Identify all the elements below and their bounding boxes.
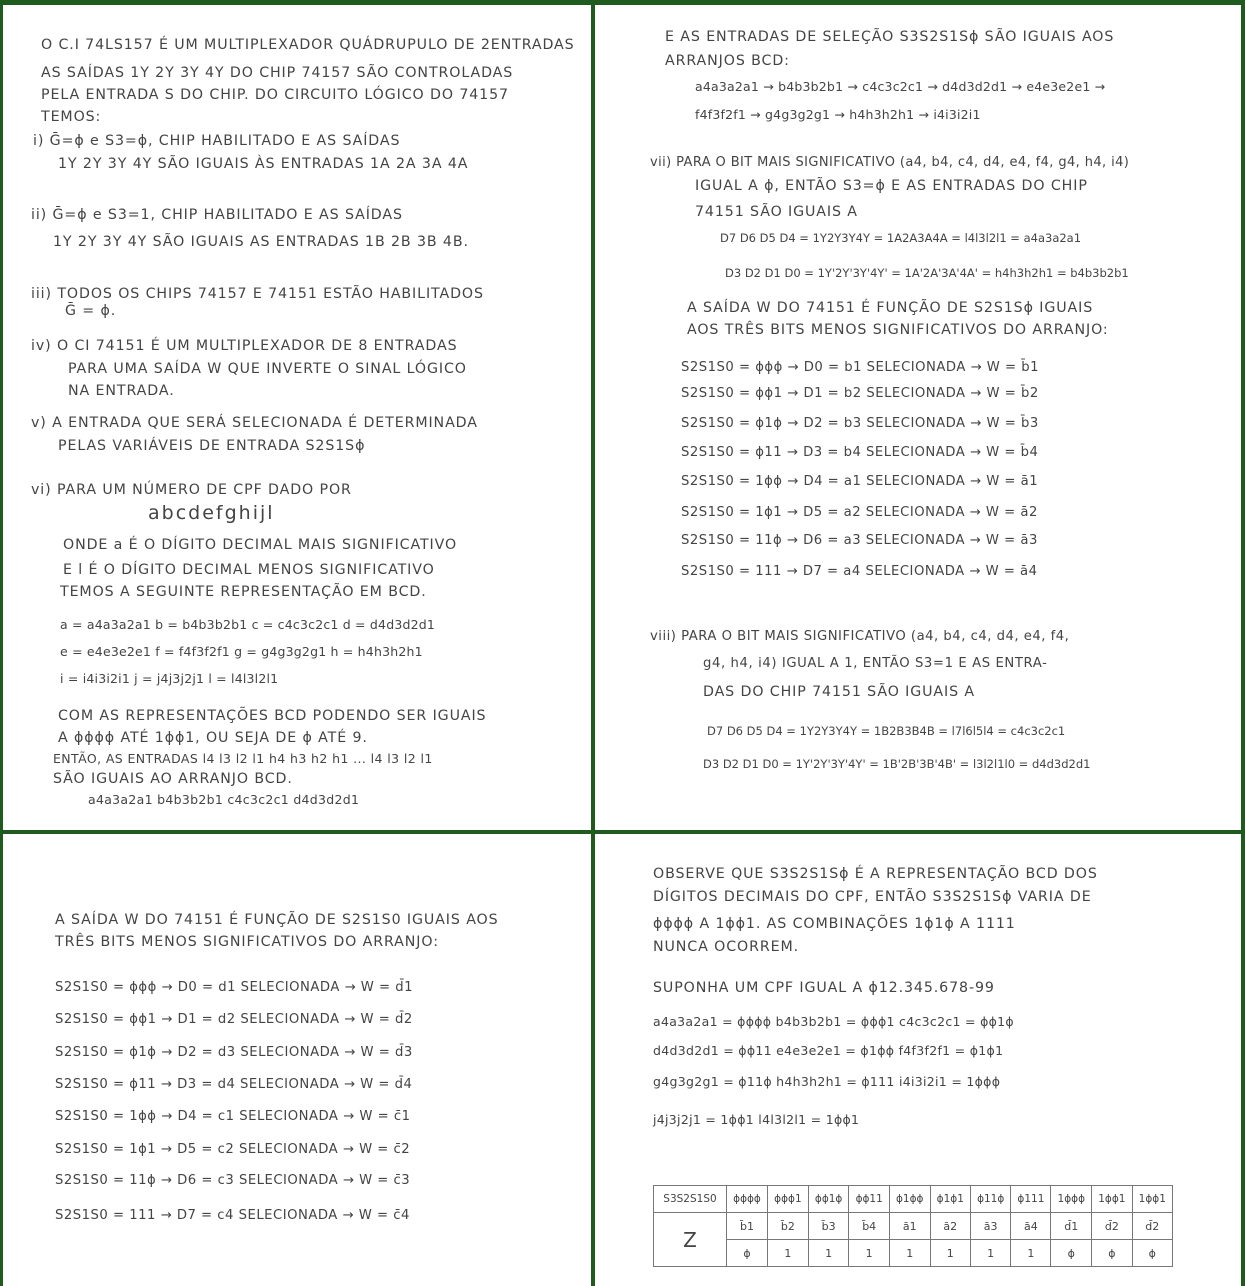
text-line: ϕϕϕϕ A 1ϕϕ1. AS COMBINAÇÕES 1ϕ1ϕ A 1111 [653, 916, 1016, 932]
text-line: iii) TODOS OS CHIPS 74157 E 74151 ESTÃO HABILITADOS [31, 286, 484, 302]
text-line: PARA UMA SAÍDA W QUE INVERTE O SINAL LÓGICO [68, 361, 467, 377]
text-line: D7 D6 D5 D4 = 1Y2Y3Y4Y = 1A2A3A4A = l4l3l2l1 = a4a3a2a1 [720, 231, 1082, 245]
text-line: COM AS REPRESENTAÇÕES BCD PODENDO SER IGUAIS [58, 708, 487, 724]
table-header-cell: S3S2S1S0 [654, 1186, 727, 1213]
text-line: S2S1S0 = ϕϕ1 → D1 = d2 SELECIONADA → W = d̄2 [55, 1012, 413, 1027]
text-line: abcdefghijl [148, 502, 275, 524]
table-header-cell: 1ϕϕ1 [1092, 1186, 1132, 1213]
table-cell: b̄2 [768, 1213, 809, 1240]
text-line: 1Y 2Y 3Y 4Y SÃO IGUAIS ÀS ENTRADAS 1A 2A 3A 4A [58, 156, 469, 172]
text-line: Ḡ = ϕ. [65, 303, 117, 319]
table-cell: 1 [889, 1240, 930, 1267]
table-header-cell: 1ϕϕϕ [1051, 1186, 1092, 1213]
table-cell: d̄2 [1132, 1213, 1172, 1240]
text-line: ENTÃO, AS ENTRADAS l4 l3 l2 l1 h4 h3 h2 h1 ... l4 l3 l2 l1 [53, 751, 433, 766]
text-line: OBSERVE QUE S3S2S1Sϕ É A REPRESENTAÇÃO BCD DOS [653, 866, 1098, 882]
text-line: S2S1S0 = ϕϕϕ → D0 = b1 SELECIONADA → W = b̄1 [681, 360, 1040, 375]
table-cell: ϕ [727, 1240, 768, 1267]
text-line: S2S1S0 = 11ϕ → D6 = c3 SELECIONADA → W = c̄3 [55, 1173, 411, 1188]
text-line: g4, h4, i4) IGUAL A 1, ENTÃO S3=1 E AS ENTRA- [703, 656, 1048, 671]
text-line: A SAÍDA W DO 74151 É FUNÇÃO DE S2S1Sϕ IGUAIS [687, 300, 1094, 316]
text-line: S2S1S0 = ϕ11 → D3 = b4 SELECIONADA → W = b̄4 [681, 445, 1039, 460]
text-line: a4a3a2a1 → b4b3b2b1 → c4c3c2c1 → d4d3d2d1 → e4e3e2e1 → [695, 79, 1106, 94]
text-line: S2S1S0 = ϕ1ϕ → D2 = b3 SELECIONADA → W = b̄3 [681, 416, 1039, 431]
text-line: i = i4i3i2i1 j = j4j3j2j1 l = l4l3l2l1 [60, 671, 279, 686]
table-header-cell: ϕ1ϕϕ [889, 1186, 930, 1213]
text-line: SUPONHA UM CPF IGUAL A ϕ12.345.678-99 [653, 980, 995, 996]
text-line: a4a3a2a1 = ϕϕϕϕ b4b3b2b1 = ϕϕϕ1 c4c3c2c1 = ϕϕ1ϕ [653, 1014, 1014, 1029]
text-line: AS SAÍDAS 1Y 2Y 3Y 4Y DO CHIP 74157 SÃO CONTROLADAS [41, 65, 514, 81]
text-line: d4d3d2d1 = ϕϕ11 e4e3e2e1 = ϕ1ϕϕ f4f3f2f1 = ϕ1ϕ1 [653, 1043, 1004, 1058]
table-cell: ϕ [1132, 1240, 1172, 1267]
text-line: S2S1S0 = 111 → D7 = a4 SELECIONADA → W = ā4 [681, 564, 1038, 579]
text-line: E AS ENTRADAS DE SELEÇÃO S3S2S1Sϕ SÃO IGUAIS AOS [665, 29, 1115, 45]
text-line: NUNCA OCORREM. [653, 939, 800, 955]
table-header-cell: ϕϕ1ϕ [808, 1186, 849, 1213]
text-line: S2S1S0 = 111 → D7 = c4 SELECIONADA → W = c̄4 [55, 1208, 410, 1223]
text-line: D3 D2 D1 D0 = 1Y'2Y'3Y'4Y' = 1B'2B'3B'4B' = l3l2l1l0 = d4d3d2d1 [703, 757, 1091, 771]
table-cell: 1 [808, 1240, 849, 1267]
text-line: DAS DO CHIP 74151 SÃO IGUAIS A [703, 684, 976, 700]
table-header-cell: ϕϕϕϕ [727, 1186, 768, 1213]
text-line: PELAS VARIÁVEIS DE ENTRADA S2S1Sϕ [58, 438, 366, 454]
table-cell: ϕ [1092, 1240, 1132, 1267]
text-line: i) Ḡ=ϕ e S3=ϕ, CHIP HABILITADO E AS SAÍDAS [33, 133, 401, 149]
text-line: v) A ENTRADA QUE SERÁ SELECIONADA É DETERMINADA [31, 415, 478, 431]
text-line: a = a4a3a2a1 b = b4b3b2b1 c = c4c3c2c1 d = d4d3d2d1 [60, 617, 436, 632]
text-line: A ϕϕϕϕ ATÉ 1ϕϕ1, OU SEJA DE ϕ ATÉ 9. [58, 730, 368, 746]
text-line: PELA ENTRADA S DO CHIP. DO CIRCUITO LÓGICO DO 74157 [41, 87, 509, 103]
table-cell: 1 [1011, 1240, 1051, 1267]
bcd-output-table [653, 1185, 1173, 1267]
text-line: TEMOS A SEGUINTE REPRESENTAÇÃO EM BCD. [60, 584, 427, 600]
frame-right [1241, 0, 1245, 1286]
table-header-cell: ϕ1ϕ1 [930, 1186, 970, 1213]
table-cell: 1 [849, 1240, 889, 1267]
text-line: S2S1S0 = ϕ11 → D3 = d4 SELECIONADA → W = d̄4 [55, 1077, 413, 1092]
table-cell: d̄1 [1051, 1213, 1092, 1240]
table-cell: ā4 [1011, 1213, 1051, 1240]
text-line: TEMOS: [41, 109, 102, 125]
table-cell: 1 [768, 1240, 809, 1267]
text-line: O C.I 74LS157 É UM MULTIPLEXADOR QUÁDRUPULO DE 2ENTRADAS [41, 37, 575, 53]
text-line: S2S1S0 = ϕϕ1 → D1 = b2 SELECIONADA → W = b̄2 [681, 386, 1039, 401]
table-header-cell: 1ϕϕ1 [1132, 1186, 1172, 1213]
text-line: D3 D2 D1 D0 = 1Y'2Y'3Y'4Y' = 1A'2A'3A'4A' = h4h3h2h1 = b4b3b2b1 [725, 266, 1129, 280]
text-line: AOS TRÊS BITS MENOS SIGNIFICATIVOS DO ARRANJO: [687, 322, 1109, 338]
text-line: ii) Ḡ=ϕ e S3=1, CHIP HABILITADO E AS SAÍDAS [31, 207, 403, 223]
table-cell: b̄4 [849, 1213, 889, 1240]
text-line: ARRANJOS BCD: [665, 53, 790, 69]
table-cell: 1 [930, 1240, 970, 1267]
text-line: g4g3g2g1 = ϕ11ϕ h4h3h2h1 = ϕ111 i4i3i2i1 = 1ϕϕϕ [653, 1074, 1001, 1089]
page-bottom-right [595, 834, 1241, 1286]
table-header-cell: ϕ11ϕ [970, 1186, 1010, 1213]
table-z-label: Z [654, 1213, 727, 1267]
table-cell: b̄1 [727, 1213, 768, 1240]
text-line: S2S1S0 = 1ϕ1 → D5 = a2 SELECIONADA → W = ā2 [681, 505, 1038, 520]
table-cell: ā1 [889, 1213, 930, 1240]
text-line: A SAÍDA W DO 74151 É FUNÇÃO DE S2S1S0 IGUAIS AOS [55, 912, 499, 928]
table-cell: ā2 [930, 1213, 970, 1240]
text-line: S2S1S0 = ϕ1ϕ → D2 = d3 SELECIONADA → W = d̄3 [55, 1045, 413, 1060]
text-line: S2S1S0 = 11ϕ → D6 = a3 SELECIONADA → W = ā3 [681, 533, 1038, 548]
text-line: j4j3j2j1 = 1ϕϕ1 l4l3l2l1 = 1ϕϕ1 [653, 1112, 860, 1127]
table-row [654, 1186, 1173, 1213]
table-cell: d̄2 [1092, 1213, 1132, 1240]
table-cell: ϕ [1051, 1240, 1092, 1267]
page-top-right [595, 5, 1241, 830]
text-line: vi) PARA UM NÚMERO DE CPF DADO POR [31, 482, 352, 498]
table-header-cell: ϕϕ11 [849, 1186, 889, 1213]
page-bottom-left [3, 834, 591, 1286]
page-top-left [3, 5, 591, 830]
table-header-cell: ϕ111 [1011, 1186, 1051, 1213]
text-line: vii) PARA O BIT MAIS SIGNIFICATIVO (a4, b4, c4, d4, e4, f4, g4, h4, i4) [650, 155, 1130, 170]
text-line: E l É O DÍGITO DECIMAL MENOS SIGNIFICATIVO [63, 562, 435, 578]
text-line: e = e4e3e2e1 f = f4f3f2f1 g = g4g3g2g1 h = h4h3h2h1 [60, 644, 423, 659]
text-line: iv) O CI 74151 É UM MULTIPLEXADOR DE 8 ENTRADAS [31, 338, 458, 354]
text-line: S2S1S0 = 1ϕϕ → D4 = a1 SELECIONADA → W = ā1 [681, 474, 1039, 489]
text-line: D7 D6 D5 D4 = 1Y2Y3Y4Y = 1B2B3B4B = l7l6l5l4 = c4c3c2c1 [707, 724, 1066, 738]
text-line: TRÊS BITS MENOS SIGNIFICATIVOS DO ARRANJO: [55, 934, 439, 950]
table-row [654, 1240, 1173, 1267]
text-line: S2S1S0 = 1ϕ1 → D5 = c2 SELECIONADA → W = c̄2 [55, 1142, 411, 1157]
text-line: DÍGITOS DECIMAIS DO CPF, ENTÃO S3S2S1Sϕ VARIA DE [653, 889, 1092, 905]
table-header-cell: ϕϕϕ1 [768, 1186, 809, 1213]
text-line: ONDE a É O DÍGITO DECIMAL MAIS SIGNIFICATIVO [63, 537, 458, 553]
text-line: S2S1S0 = ϕϕϕ → D0 = d1 SELECIONADA → W = d̄1 [55, 980, 414, 995]
table-cell: 1 [970, 1240, 1010, 1267]
table-row [654, 1213, 1173, 1240]
table-cell: ā3 [970, 1213, 1010, 1240]
text-line: S2S1S0 = 1ϕϕ → D4 = c1 SELECIONADA → W = c̄1 [55, 1109, 411, 1124]
text-line: 1Y 2Y 3Y 4Y SÃO IGUAIS AS ENTRADAS 1B 2B 3B 4B. [53, 234, 469, 250]
table-cell: b̄3 [808, 1213, 849, 1240]
text-line: f4f3f2f1 → g4g3g2g1 → h4h3h2h1 → i4i3i2i1 [695, 107, 981, 122]
text-line: SÃO IGUAIS AO ARRANJO BCD. [53, 771, 293, 787]
text-line: IGUAL A ϕ, ENTÃO S3=ϕ E AS ENTRADAS DO CHIP [695, 178, 1088, 194]
text-line: NA ENTRADA. [68, 383, 175, 399]
text-line: a4a3a2a1 b4b3b2b1 c4c3c2c1 d4d3d2d1 [88, 792, 360, 807]
text-line: viii) PARA O BIT MAIS SIGNIFICATIVO (a4, b4, c4, d4, e4, f4, [650, 629, 1070, 644]
text-line: 74151 SÃO IGUAIS A [695, 204, 858, 220]
